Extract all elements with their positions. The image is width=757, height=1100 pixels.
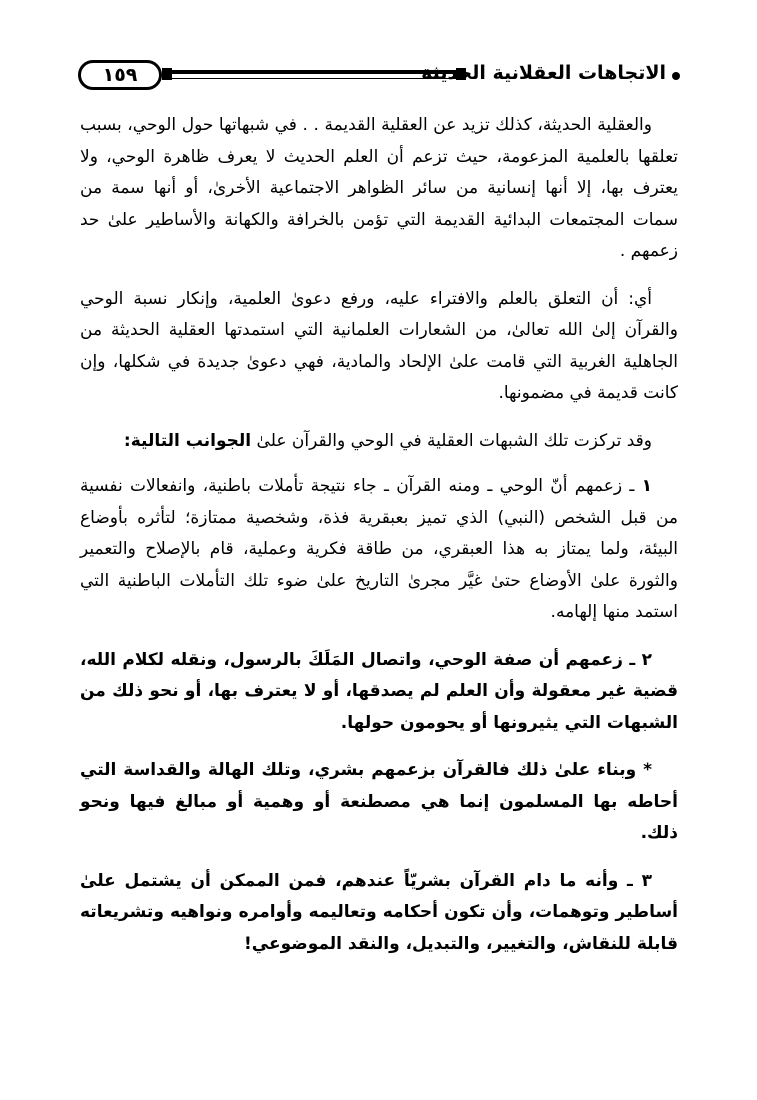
paragraph: والعقلية الحديثة، كذلك تزيد عن العقلية القديمة . . في شبهاتها حول الوحي، بسبب تعلقها بالعلمية المزعومة، حيث تزعم أن العلم الحديث لا يعرف ظاهرة الوحي، ولا يعترف بها، إلا أنها إنسانية من سائر الظواهر الاجتماعية الأخرىٰ، أو أنها سمة من سمات المجتمعات البدائية القديمة التي تؤمن بالخرافة والكهانة والأساطير علىٰ حد زعمهم .	[80, 115, 678, 261]
note-paragraph: * وبناء علىٰ ذلك فالقرآن بزعمهم بشري، وتلك الهالة والقداسة التي أحاطه بها المسلمون إنما هي مصطنعة أو وهمية أو مبالغ فيها ونحو ذلك.	[80, 760, 678, 843]
item-number: ١	[641, 476, 652, 496]
page-number-badge	[78, 60, 162, 90]
list-item	[80, 866, 678, 961]
running-title: الاتجاهات العقلانية الحديثة	[421, 62, 666, 84]
page-body	[80, 110, 678, 976]
intro-line	[80, 426, 678, 458]
item-text: ـ زعمهم أنّ الوحي ـ ومنه القرآن ـ جاء نتيجة تأملات باطنية، وانفعالات نفسية من قبل الشخص (النبي) الذي تميز بعبقرية فذة، وشخصية ممتازة؛ لتأثره بأوضاع البيئة، ولما يمتاز به هذا العبقري، من طاقة فكرية وعملية، قام بالإصلاح والتعمير والثورة علىٰ الأوضاع حتىٰ غيَّر مجرىٰ التاريخ علىٰ ضوء تلك التأملات الباطنية التي استمد منها إلهامه.	[80, 476, 678, 622]
intro-text: وقد تركزت تلك الشبهات العقلية في الوحي والقرآن علىٰ	[256, 430, 652, 451]
page-header	[78, 56, 680, 96]
item-text: ـ زعمهم أن صفة الوحي، واتصال المَلَكَ بالرسول، ونقله لكلام الله، قضية غير معقولة وأن العلم لم يصدقها، أو لا يعترف بها، أو نحو ذلك من الشبهات التي يثيرونها أو يحومون حولها.	[80, 649, 678, 733]
list-item	[80, 471, 678, 629]
intro-bold-text: الجوانب التالية:	[123, 430, 252, 451]
item-number: ٢	[641, 649, 652, 670]
item-number: ٣	[641, 870, 652, 891]
item-text: ـ وأنه ما دام القرآن بشريّاً عندهم، فمن الممكن أن يشتمل علىٰ أساطير وتوهمات، وأن تكون أحكامه وتعاليمه وأوامره ونواهيه وتشريعاته قابلة للنقاش، والتغيير، والتبديل، والنقد الموضوعي!	[80, 870, 678, 954]
bullet-dot-icon	[672, 72, 680, 80]
paragraph: أي: أن التعلق بالعلم والافتراء عليه، ورفع دعوىٰ العلمية، وإنكار نسبة الوحي والقرآن إلىٰ الله تعالىٰ، من الشعارات العلمانية التي استمدتها العقلية الحديثة من الجاهلية الغربية التي قامت علىٰ الإلحاد والمادية، فهي دعوىٰ جديدة في شكلها، وإن كانت قديمة في مضمونها.	[80, 288, 678, 403]
list-item	[80, 645, 678, 740]
page-number: ١٥٩	[102, 64, 138, 86]
header-rule	[168, 70, 458, 79]
